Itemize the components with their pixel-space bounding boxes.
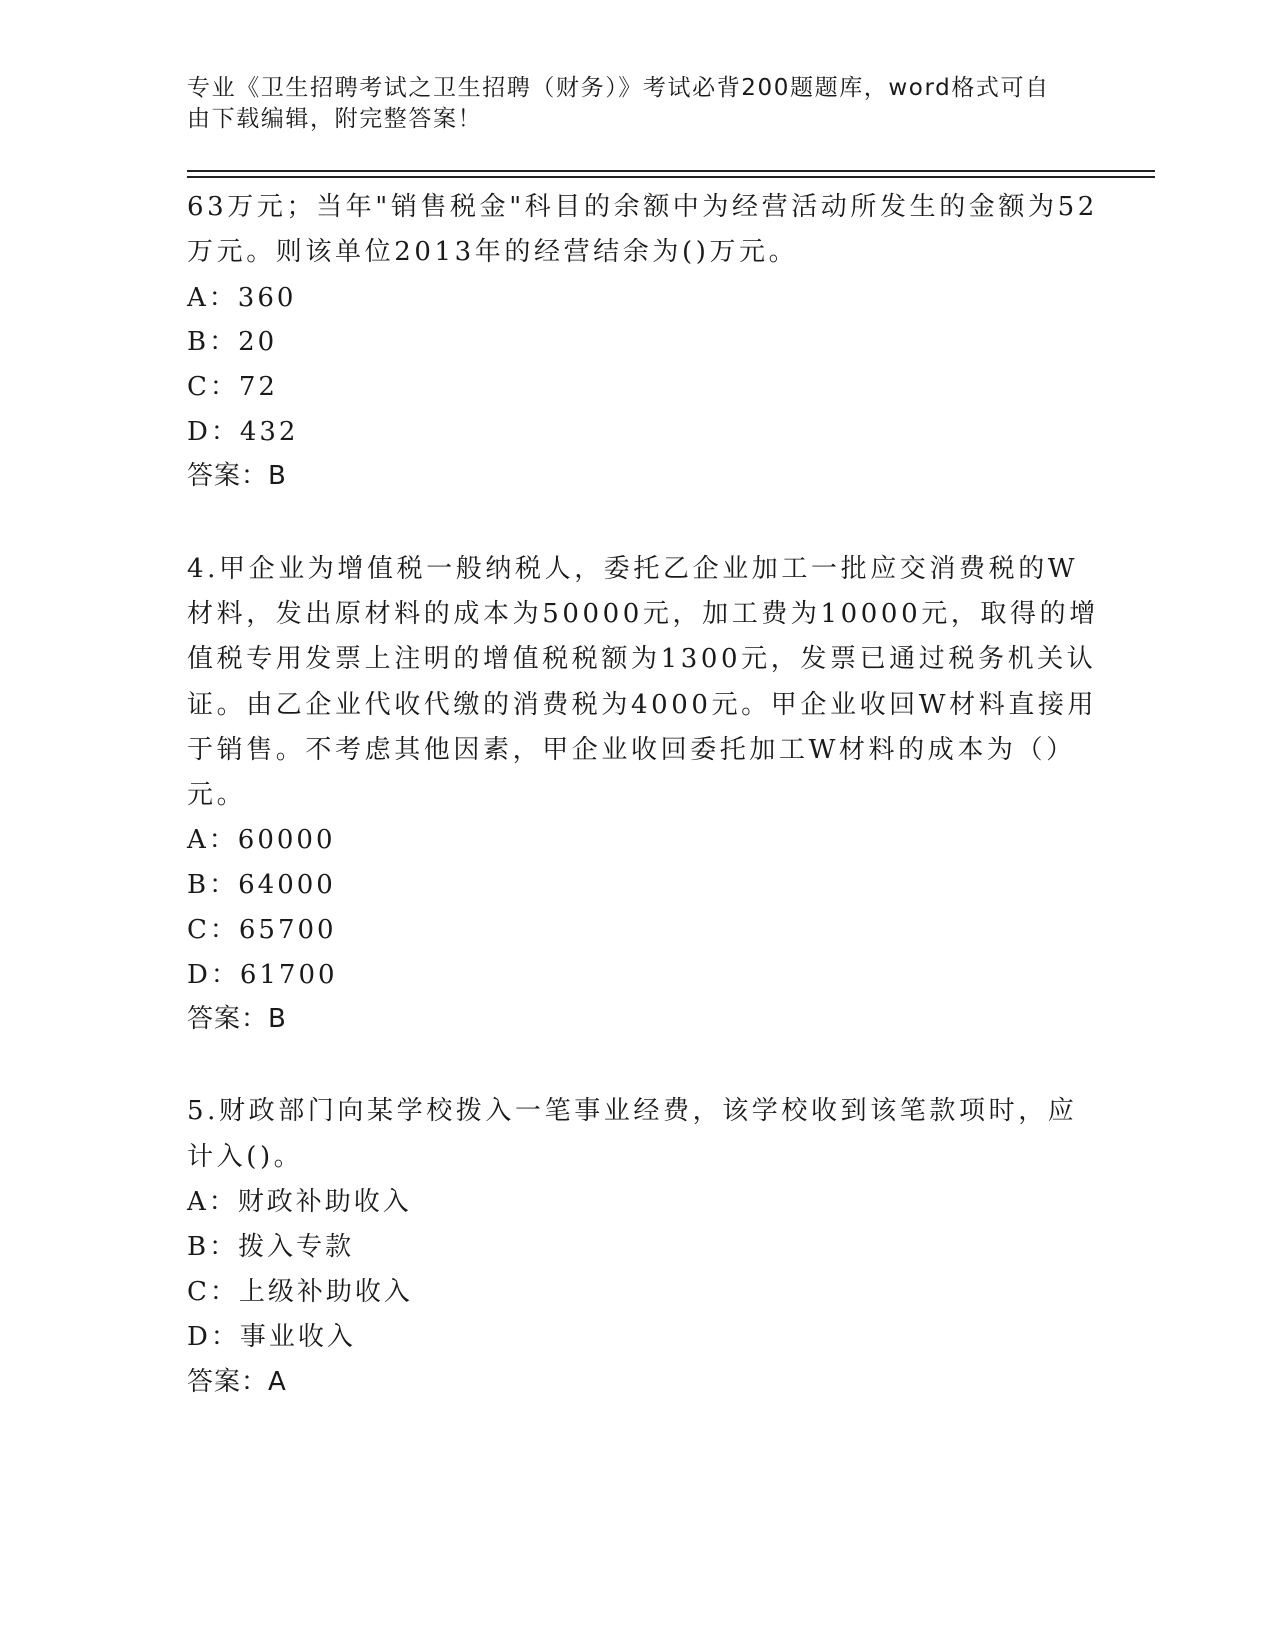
question-5-option-a: A：财政补助收入 [187,1187,412,1217]
question-4-answer: 答案：B [187,1004,287,1034]
question-4-option-a: A：60000 [187,825,336,855]
question-3-text-line: 万元。则该单位2013年的经营结余为()万元。 [187,237,799,267]
question-4-text-line: 元。 [187,780,247,810]
question-4-text-line: 于销售。不考虑其他因素，甲企业收回委托加工W材料的成本为（） [187,735,1076,765]
question-5-option-b: B：拨入专款 [187,1232,355,1262]
header-rule-top [187,170,1155,172]
question-4-text-line: 材料，发出原材料的成本为50000元，加工费为10000元，取得的增 [187,599,1099,629]
question-3-option-c: C：72 [187,372,278,402]
question-4-option-b: B：64000 [187,870,336,900]
question-3-option-b: B：20 [187,327,278,357]
question-3-option-a: A：360 [187,283,297,313]
question-3-option-d: D：432 [187,417,299,447]
question-5-option-c: C：上级补助收入 [187,1277,413,1307]
header-text-line-2: 由下载编辑，附完整答案！ [187,106,483,132]
question-5-answer: 答案：A [187,1367,287,1397]
question-5-option-d: D：事业收入 [187,1322,356,1352]
question-4-option-d: D：61700 [187,960,338,990]
question-4-text-line: 4.甲企业为增值税一般纳税人，委托乙企业加工一批应交消费税的W [187,554,1079,584]
question-3-text-line: 63万元；当年"销售税金"科目的余额中为经营活动所发生的金额为52 [187,192,1098,222]
header-text-line-1: 专业《卫生招聘考试之卫生招聘（财务）》考试必背200题题库，word格式可自 [187,75,1050,101]
question-5-text-line: 计入()。 [187,1142,304,1172]
question-5-text-line: 5.财政部门向某学校拨入一笔事业经费，该学校收到该笔款项时，应 [187,1096,1078,1126]
question-4-text-line: 证。由乙企业代收代缴的消费税为4000元。甲企业收回W材料直接用 [187,690,1098,720]
question-4-text-line: 值税专用发票上注明的增值税税额为1300元，发票已通过税务机关认 [187,644,1097,674]
question-3-answer: 答案：B [187,461,287,491]
header-rule-bottom [187,176,1155,178]
question-4-option-c: C：65700 [187,915,337,945]
